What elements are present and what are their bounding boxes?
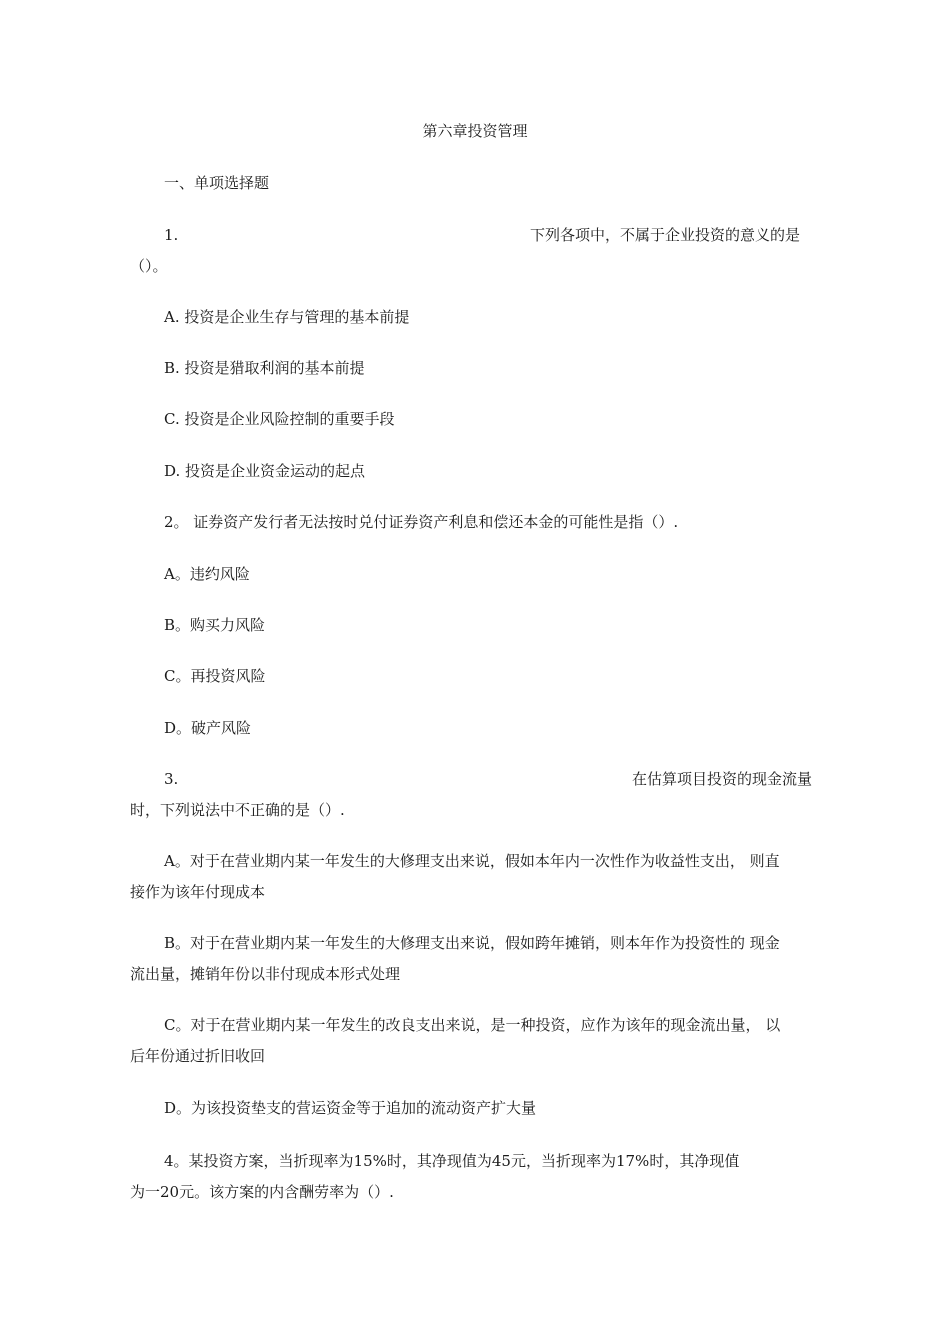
option-a-continued: 接作为该年付现成本 — [130, 883, 266, 901]
option-b-continued: 流出量，摊销年份以非付现成本形式处理 — [130, 965, 401, 983]
option-b: B。购买力风险 — [164, 616, 266, 634]
option-c: C。再投资风险 — [164, 667, 266, 685]
question-text: 下列各项中，不属于企业投资的意义的是 — [530, 226, 801, 244]
option-b: B。对于在营业期内某一年发生的大修理支出来说，假如跨年摊销，则本年作为投资性的 现金 — [164, 934, 780, 952]
question-text: 4。某投资方案，当折现率为15%时，其净现值为45元，当折现率为17%时，其净现值 — [164, 1152, 740, 1170]
page-title: 第六章投资管理 — [422, 122, 528, 140]
question-number: 3. — [164, 770, 179, 788]
option-a: A。对于在营业期内某一年发生的大修理支出来说，假如本年内一次性作为收益性支出， 则直 — [164, 852, 780, 870]
question-text: 在估算项目投资的现金流量 — [632, 770, 813, 788]
question-text-continued: 时，下列说法中不正确的是（）. — [130, 801, 345, 819]
option-c: C. 投资是企业风险控制的重要手段 — [164, 410, 395, 428]
option-a: A. 投资是企业生存与管理的基本前提 — [164, 308, 410, 326]
option-a: A。违约风险 — [164, 565, 250, 583]
option-b: B. 投资是猎取利润的基本前提 — [164, 359, 365, 377]
option-d: D。为该投资垫支的营运资金等于追加的流动资产扩大量 — [164, 1099, 537, 1117]
option-d: D. 投资是企业资金运动的起点 — [164, 462, 366, 480]
option-d: D。破产风险 — [164, 719, 252, 737]
question-number: 1. — [164, 226, 179, 244]
question-text-continued: （）。 — [130, 257, 168, 275]
question-text-continued: 为一20元。该方案的内含酬劳率为（）. — [130, 1183, 394, 1201]
section-heading: 一、单项选择题 — [164, 174, 270, 192]
question-text: 2。 证券资产发行者无法按时兑付证券资产利息和偿还本金的可能性是指（）. — [164, 513, 679, 531]
option-c: C。对于在营业期内某一年发生的改良支出来说，是一种投资，应作为该年的现金流出量， 以 — [164, 1016, 781, 1034]
option-c-continued: 后年份通过折旧收回 — [130, 1047, 266, 1065]
